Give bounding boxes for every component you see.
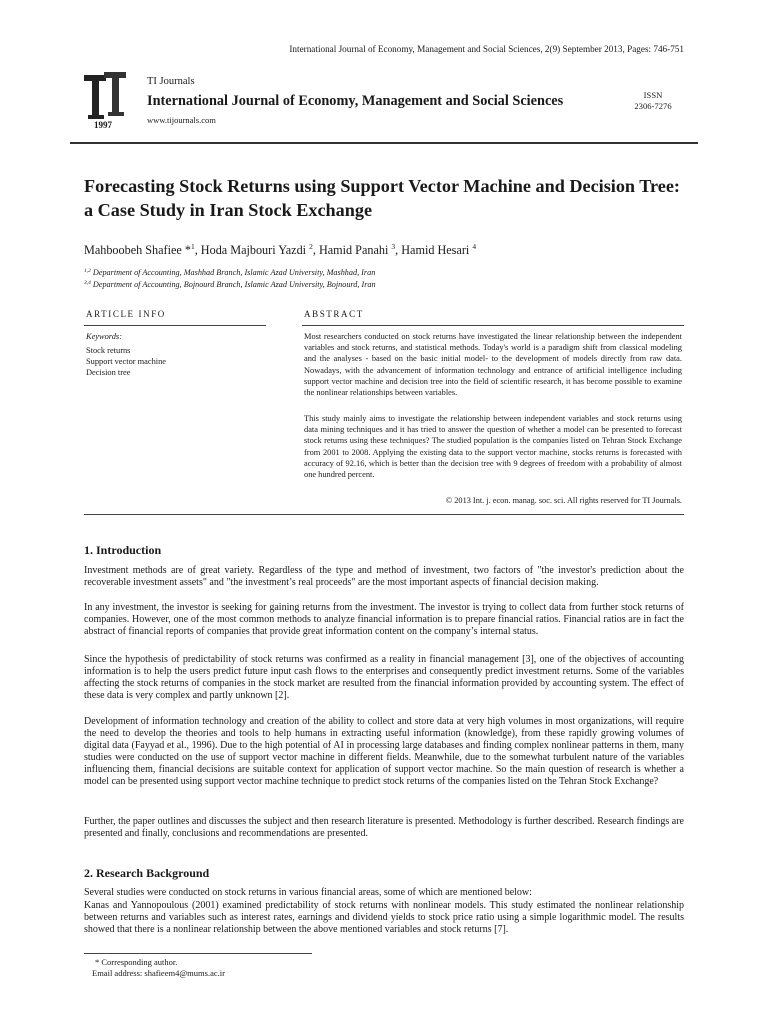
footnote-email[interactable]: Email address: shafieem4@mums.ac.ir (92, 968, 225, 978)
author-name: Hamid Panahi (318, 243, 392, 257)
article-info-divider (84, 325, 266, 326)
author-sup: 2 (309, 242, 313, 251)
body-paragraph: Development of information technology and creation of the ability to collect and store data at very high volumes in most organizations, will require the need to develop the theories and tools to help humans in extracting useful information (knowledge), from these rapidly growing volumes of digital data (Fayyad et al., 1996). Due to the high potential of AI in processing large databases and finding complex nonlinear patterns in them, many studies were conducted on the use of support vector machine in different fields. Meanwhile, due to the somewhat turbulent nature of the variables influencing them, financial decisions are suitable context for application of support vector machine. So the main question of research is whether a model can be presented using support vector machine technique to predict stock returns of the companies listed on the Tehran Stock Exchange? (84, 716, 684, 787)
publisher-name: TI Journals (147, 76, 195, 87)
journal-title: International Journal of Economy, Management and Social Sciences (147, 93, 564, 109)
footnote-divider (84, 953, 312, 954)
abstract-divider (302, 325, 684, 326)
author-list: Mahboobeh Shafiee *$^1$, Hoda Majbouri Yazdi $^2$, Hamid Panahi $^3$, Hamid Hesari $^4$ (84, 242, 477, 257)
footnote-corresponding: * Corresponding author. (95, 957, 178, 967)
body-paragraph: In any investment, the investor is seeking for gaining returns from the investment. The investor is trying to collect data from further stock returns of companies. However, one of the most common methods to analyze financial information is to prepare financial ratios. Financial ratios are in fact the abstract of financial reports of companies that provide great information content on the company’s internal status. (84, 602, 684, 637)
keyword-item: Stock returns (86, 346, 131, 355)
issn-block (624, 90, 682, 111)
affiliation-sup: 3,4 (84, 280, 91, 286)
copyright-notice: © 2013 Int. j. econ. manag. soc. sci. All rights reserved for TI Journals. (445, 496, 682, 505)
keywords-label: Keywords: (86, 332, 122, 341)
issn-number: 2306-7276 (634, 100, 672, 111)
running-header: International Journal of Economy, Management and Social Sciences, 2(9) September 2013, Pages: 746-751 (289, 44, 684, 54)
issn-label: ISSN (643, 90, 663, 100)
author-name: Hamid Hesari (401, 243, 473, 257)
journal-url[interactable]: www.tijournals.com (147, 115, 216, 125)
abstract-paragraph: Most researchers conducted on stock returns have investigated the linear relationship between the independent variables and stock returns, and statistical methods. Today's world is a paradigm shift from classical modeling and the analyses - based on the basic initial model- to the development of models directly from raw data. Nowadays, with the advancement of information technology and entrance of artificial intelligence including support vector machine and decision tree into the field of scientific research, it has become possible to examine the nonlinear relationships between variables. (304, 332, 682, 398)
abstract-paragraph: This study mainly aims to investigate the relationship between independent variables and stock returns using data mining techniques and it has tried to answer the question of whether a model can be presented to forecast stock returns using these techniques? The studied population is the companies listed on Tehran Stock Exchange from 2001 to 2008. Applying the existing data to the support vector machine, stocks returns is forecasted with accuracy of 92.16, which is better than the decision tree with 9 degrees of freedom with a probability of almost one hundred percent. (304, 414, 682, 480)
journal-logo (84, 72, 134, 134)
author-sup: 3 (391, 242, 396, 251)
affiliation-text: Department of Accounting, Mashhad Branch, Islamic Azad University, Mashhad, Iran (90, 268, 376, 277)
author-sup: 1 (190, 242, 195, 251)
keyword-item: Support vector machine (86, 357, 167, 366)
body-paragraph: Kanas and Yannopoulous (2001) examined predictability of stock returns with nonlinear models. This study estimated the nonlinear relationship between returns and variables such as interest rates, earnings and dividend yields to stock price ratio using a simple logarithmic model. The results showed that there is a nonlinear relationship between the above mentioned variables and stock returns [7]. (84, 900, 684, 935)
keyword-item: Decision tree (86, 368, 131, 377)
author-sup: 4 (472, 242, 477, 251)
affiliation-text: Department of Accounting, Bojnourd Branch, Islamic Azad University, Bojnourd, Iran (90, 280, 376, 289)
header-divider (70, 142, 698, 144)
body-paragraph: Several studies were conducted on stock returns in various financial areas, some of which are mentioned below: (84, 887, 532, 898)
affiliation (84, 280, 376, 289)
author-name: Hoda Majbouri Yazdi (200, 243, 310, 257)
abstract-heading: ABSTRACT (304, 309, 364, 319)
author-name: Mahboobeh Shafiee * (84, 243, 191, 257)
article-info-heading: ARTICLE INFO (86, 309, 166, 319)
section-heading: 1. Introduction (84, 543, 162, 557)
body-paragraph: Investment methods are of great variety. Regardless of the type and method of investment, two factors of "the investor's prediction about the recoverable investment assets" and "the investment’s real proceeds" are the most important aspects of financial decision making. (84, 565, 684, 588)
section-heading: 2. Research Background (84, 866, 210, 880)
paper-title: Forecasting Stock Returns using Support Vector Machine and Decision Tree: a Case Study in Iran Stock Exchange (84, 176, 680, 220)
abstract-bottom-divider (84, 514, 684, 515)
affiliation-sup: 1,2 (84, 268, 91, 274)
logo-year: 1997 (94, 120, 112, 130)
body-paragraph: Since the hypothesis of predictability of stock returns was confirmed as a reality in financial management [3], one of the objectives of accounting information is to help the users predict future input cash flows to the enterprises and consequently predict investment returns. Some of the variables affecting the stock returns of companies in the stock market are resulted from the financial information provided by accounting system. The effect of these data is very complex and partly unknown [2]. (84, 654, 684, 701)
affiliation (84, 268, 375, 277)
body-paragraph: Further, the paper outlines and discusses the subject and then research literature is presented. Methodology is further described. Research findings are presented and finally, conclusions and recommendations are presented. (84, 816, 684, 839)
